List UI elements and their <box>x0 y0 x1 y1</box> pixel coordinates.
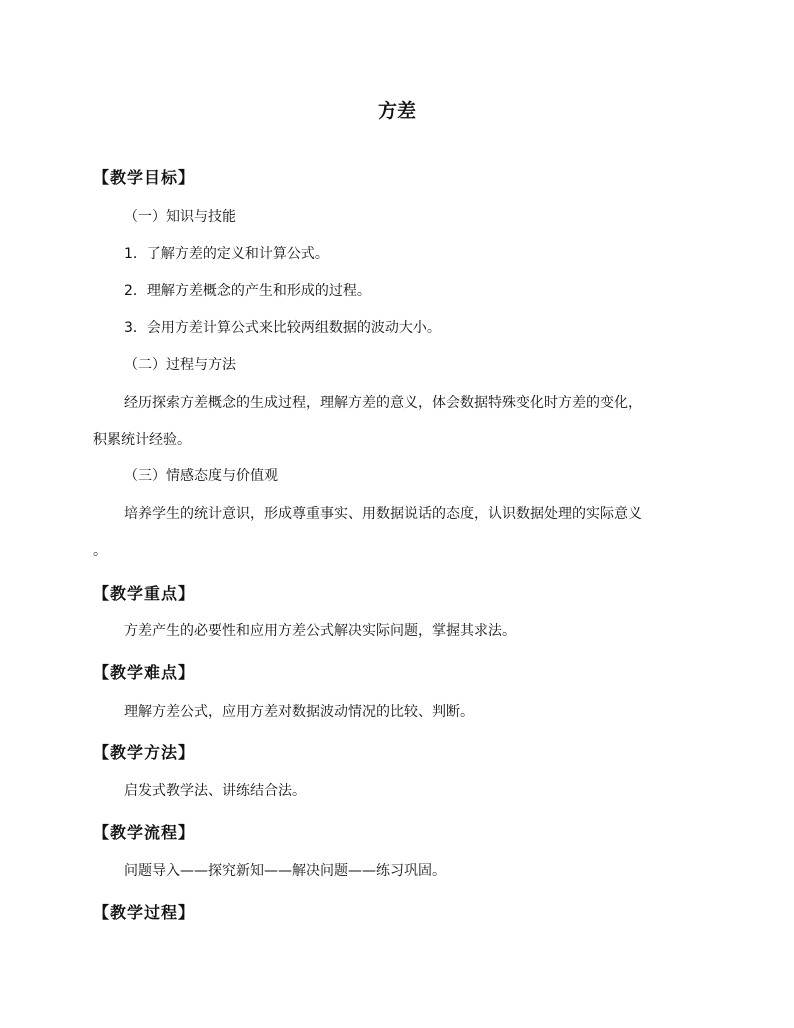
key-points-text: 方差产生的必要性和应用方差公式解决实际问题，掌握其求法。 <box>124 623 516 639</box>
section-heading-difficulties: 【教学难点】 <box>93 663 196 682</box>
objective-item-3: 3．会用方差计算公式来比较两组数据的波动大小。 <box>124 320 441 336</box>
section-heading-flow: 【教学流程】 <box>93 823 196 842</box>
subheading-process-methods: （二）过程与方法 <box>124 357 236 373</box>
methods-text: 启发式教学法、讲练结合法。 <box>124 783 306 799</box>
section-heading-process: 【教学过程】 <box>93 903 196 922</box>
process-methods-paragraph-line-1: 经历探索方差概念的生成过程，理解方差的意义，体会数据特殊变化时方差的变化， <box>124 395 642 411</box>
section-heading-methods: 【教学方法】 <box>93 743 196 762</box>
difficulties-text: 理解方差公式，应用方差对数据波动情况的比较、判断。 <box>124 704 474 720</box>
document-title: 方差 <box>377 100 416 122</box>
section-heading-objectives: 【教学目标】 <box>93 168 196 187</box>
section-heading-key-points: 【教学重点】 <box>93 584 196 603</box>
subheading-knowledge-skills: （一）知识与技能 <box>124 209 236 225</box>
objective-item-1: 1．了解方差的定义和计算公式。 <box>124 246 329 262</box>
attitudes-paragraph-line-2: 。 <box>93 543 107 559</box>
attitudes-paragraph-line-1: 培养学生的统计意识，形成尊重事实、用数据说话的态度，认识数据处理的实际意义 <box>124 506 642 522</box>
flow-text: 问题导入——探究新知——解决问题——练习巩固。 <box>124 863 446 879</box>
process-methods-paragraph-line-2: 积累统计经验。 <box>93 432 191 448</box>
objective-item-2: 2．理解方差概念的产生和形成的过程。 <box>124 283 371 299</box>
subheading-attitudes-values: （三）情感态度与价值观 <box>124 468 278 484</box>
